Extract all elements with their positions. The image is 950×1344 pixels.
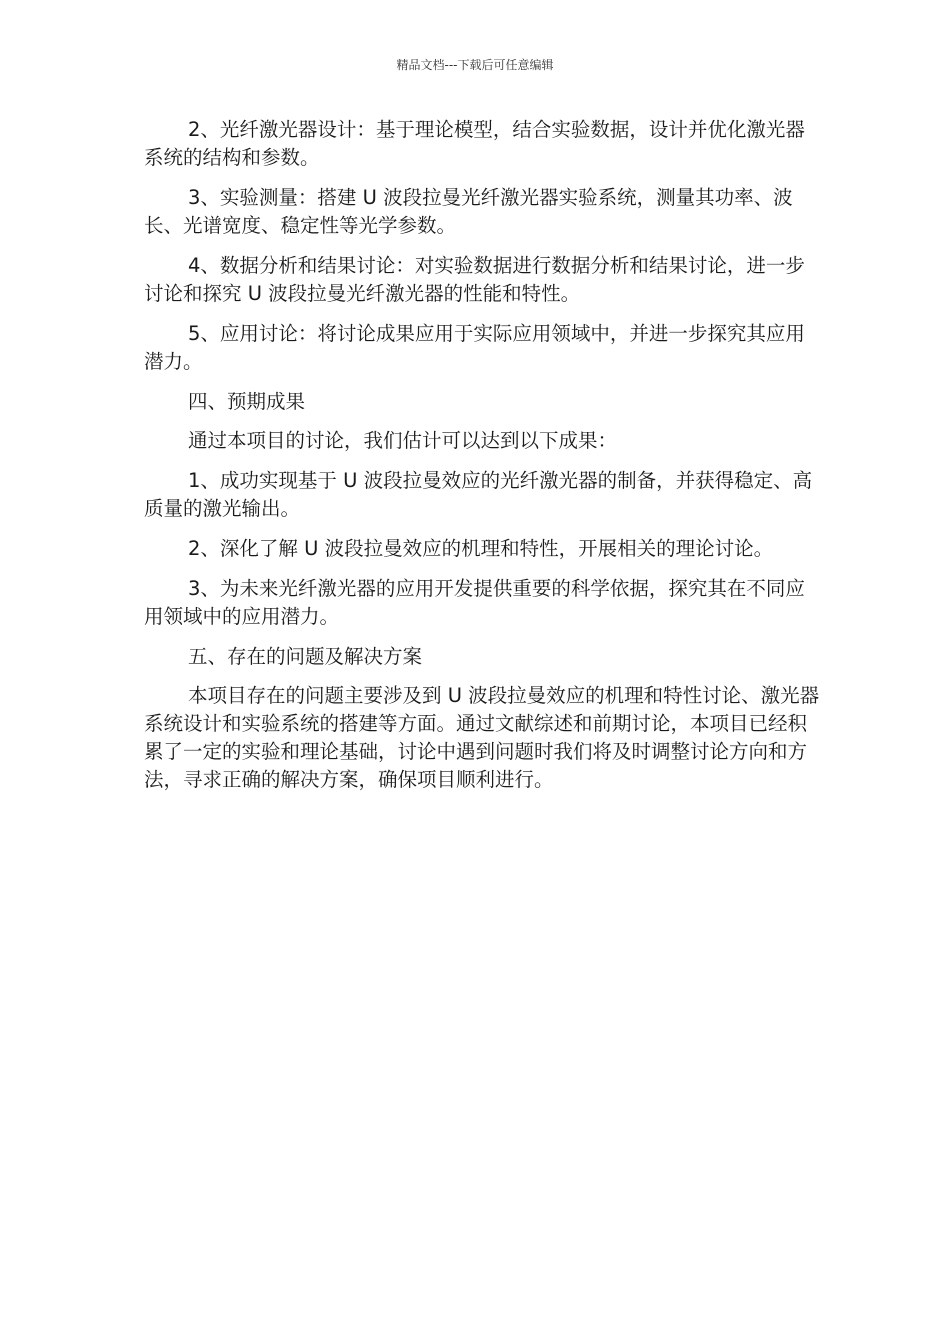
paragraph-application: 5、应用讨论：将讨论成果应用于实际应用领域中，并进一步探究其应用潜力。 [144,322,805,373]
paragraph-result-1: 1、成功实现基于 U 波段拉曼效应的光纤激光器的制备，并获得稳定、高质量的激光输出。 [144,469,813,520]
section-heading-expected-results: 四、预期成果 [188,390,306,413]
paragraph-result-2: 2、深化了解 U 波段拉曼效应的机理和特性，开展相关的理论讨论。 [188,537,774,560]
paragraph-measurement: 3、实验测量：搭建 U 波段拉曼光纤激光器实验系统，测量其功率、波长、光谱宽度、稳定性等光学参数。 [144,186,793,237]
document-body [144,116,820,806]
section-heading-problems-solutions: 五、存在的问题及解决方案 [188,645,423,668]
paragraph-results-intro: 通过本项目的讨论，我们估计可以达到以下成果： [188,429,618,452]
paragraph-design: 2、光纤激光器设计：基于理论模型，结合实验数据，设计并优化激光器系统的结构和参数。 [144,118,805,169]
page-header: 精品文档---下载后可任意编辑 [396,58,554,72]
paragraph-problems: 本项目存在的问题主要涉及到 U 波段拉曼效应的机理和特性讨论、激光器系统设计和实验系统的搭建等方面。通过文献综述和前期讨论，本项目已经积累了一定的实验和理论基础，讨论中遇到问题时我们将及时调整讨论方向和方法，寻求正确的解决方案，确保项目顺利进行。 [144,684,820,791]
paragraph-result-3: 3、为未来光纤激光器的应用开发提供重要的科学依据，探究其在不同应用领域中的应用潜力。 [144,577,805,628]
paragraph-analysis: 4、数据分析和结果讨论：对实验数据进行数据分析和结果讨论，进一步讨论和探究 U 波段拉曼光纤激光器的性能和特性。 [144,254,805,305]
